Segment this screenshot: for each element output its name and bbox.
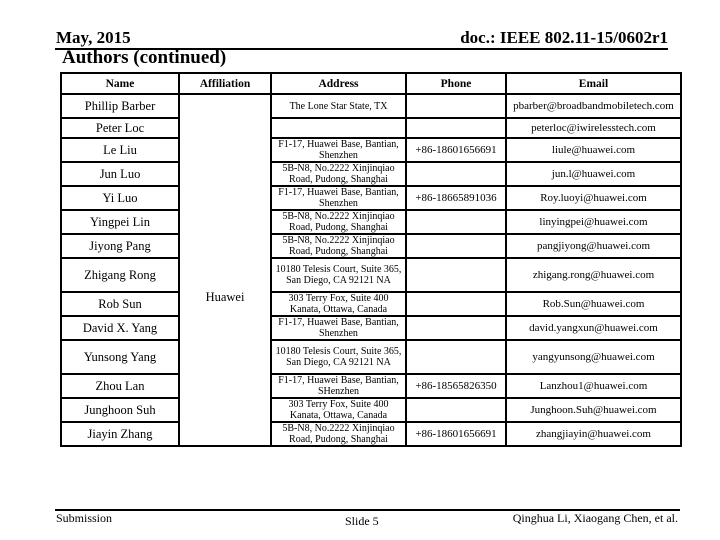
table-row [61, 210, 681, 234]
author-phone [406, 398, 506, 422]
author-phone [406, 292, 506, 316]
author-phone: +86-18601656691 [406, 422, 506, 446]
table-row [61, 340, 681, 374]
author-address: 5B-N8, No.2222 Xinjinqiao Road, Pudong, Shanghai [271, 210, 406, 234]
table-header-row [61, 73, 681, 94]
table-row [61, 118, 681, 138]
author-name: Junghoon Suh [61, 398, 179, 422]
author-email: pangjiyong@huawei.com [506, 234, 681, 258]
author-email: zhigang.rong@huawei.com [506, 258, 681, 292]
author-email: linyingpei@huawei.com [506, 210, 681, 234]
author-name: Zhou Lan [61, 374, 179, 398]
author-name: Phillip Barber [61, 94, 179, 118]
author-phone: +86-18665891036 [406, 186, 506, 210]
author-address: 5B-N8, No.2222 Xinjinqiao Road, Pudong, Shanghai [271, 234, 406, 258]
author-phone: +86-18601656691 [406, 138, 506, 162]
author-address [271, 118, 406, 138]
author-name: Yi Luo [61, 186, 179, 210]
author-address: 303 Terry Fox, Suite 400 Kanata, Ottawa, Canada [271, 292, 406, 316]
author-address: F1-17, Huawei Base, Bantian, Shenzhen [271, 186, 406, 210]
author-name: Le Liu [61, 138, 179, 162]
column-header-address: Address [271, 73, 406, 94]
author-phone [406, 118, 506, 138]
column-header-phone: Phone [406, 73, 506, 94]
author-name: Jun Luo [61, 162, 179, 186]
author-phone [406, 210, 506, 234]
author-address: F1-17, Huawei Base, Bantian, SHenzhen [271, 374, 406, 398]
author-name: Yingpei Lin [61, 210, 179, 234]
footer-submission: Submission [56, 511, 113, 525]
author-email: jun.l@huawei.com [506, 162, 681, 186]
author-affiliation: Huawei [179, 94, 271, 446]
table-row [61, 374, 681, 398]
table-row [61, 186, 681, 210]
table-row [61, 292, 681, 316]
table-row [61, 316, 681, 340]
footer-slide-number: Slide 5 [345, 514, 379, 528]
author-phone: +86-18565826350 [406, 374, 506, 398]
author-phone [406, 162, 506, 186]
author-email: liule@huawei.com [506, 138, 681, 162]
author-phone [406, 258, 506, 292]
author-name: Yunsong Yang [61, 340, 179, 374]
column-header-email: Email [506, 73, 681, 94]
footer-authors: Qinghua Li, Xiaogang Chen, et al. [512, 511, 678, 525]
author-email: zhangjiayin@huawei.com [506, 422, 681, 446]
author-email: Lanzhou1@huawei.com [506, 374, 681, 398]
author-phone [406, 316, 506, 340]
table-row [61, 398, 681, 422]
slide-title: Authors (continued) [62, 47, 227, 68]
author-address: The Lone Star State, TX [271, 94, 406, 118]
table-row [61, 234, 681, 258]
column-header-affiliation: Affiliation [179, 73, 271, 94]
author-phone [406, 94, 506, 118]
author-email: Junghoon.Suh@huawei.com [506, 398, 681, 422]
author-address: 10180 Telesis Court, Suite 365, San Diego, CA 92121 NA [271, 258, 406, 292]
header-doc-id: doc.: IEEE 802.11-15/0602r1 [460, 28, 668, 47]
author-name: Zhigang Rong [61, 258, 179, 292]
column-header-name: Name [61, 73, 179, 94]
author-phone [406, 234, 506, 258]
author-name: Rob Sun [61, 292, 179, 316]
author-email: Rob.Sun@huawei.com [506, 292, 681, 316]
table-row [61, 138, 681, 162]
author-email: pbarber@broadbandmobiletech.com [506, 94, 681, 118]
author-address: 5B-N8, No.2222 Xinjinqiao Road, Pudong, Shanghai [271, 422, 406, 446]
authors-table [60, 72, 682, 447]
author-address: F1-17, Huawei Base, Bantian, Shenzhen [271, 138, 406, 162]
table-row [61, 258, 681, 292]
author-address: F1-17, Huawei Base, Bantian, Shenzhen [271, 316, 406, 340]
table-row [61, 162, 681, 186]
table-row [61, 94, 681, 118]
author-email: Roy.luoyi@huawei.com [506, 186, 681, 210]
author-email: yangyunsong@huawei.com [506, 340, 681, 374]
header-date: May, 2015 [56, 28, 131, 47]
author-email: david.yangxun@huawei.com [506, 316, 681, 340]
table-row [61, 422, 681, 446]
author-name: Peter Loc [61, 118, 179, 138]
author-address: 10180 Telesis Court, Suite 365, San Diego, CA 92121 NA [271, 340, 406, 374]
author-name: Jiyong Pang [61, 234, 179, 258]
author-name: David X. Yang [61, 316, 179, 340]
author-address: 303 Terry Fox, Suite 400 Kanata, Ottawa, Canada [271, 398, 406, 422]
author-address: 5B-N8, No.2222 Xinjinqiao Road, Pudong, Shanghai [271, 162, 406, 186]
author-name: Jiayin Zhang [61, 422, 179, 446]
author-phone [406, 340, 506, 374]
author-email: peterloc@iwirelesstech.com [506, 118, 681, 138]
